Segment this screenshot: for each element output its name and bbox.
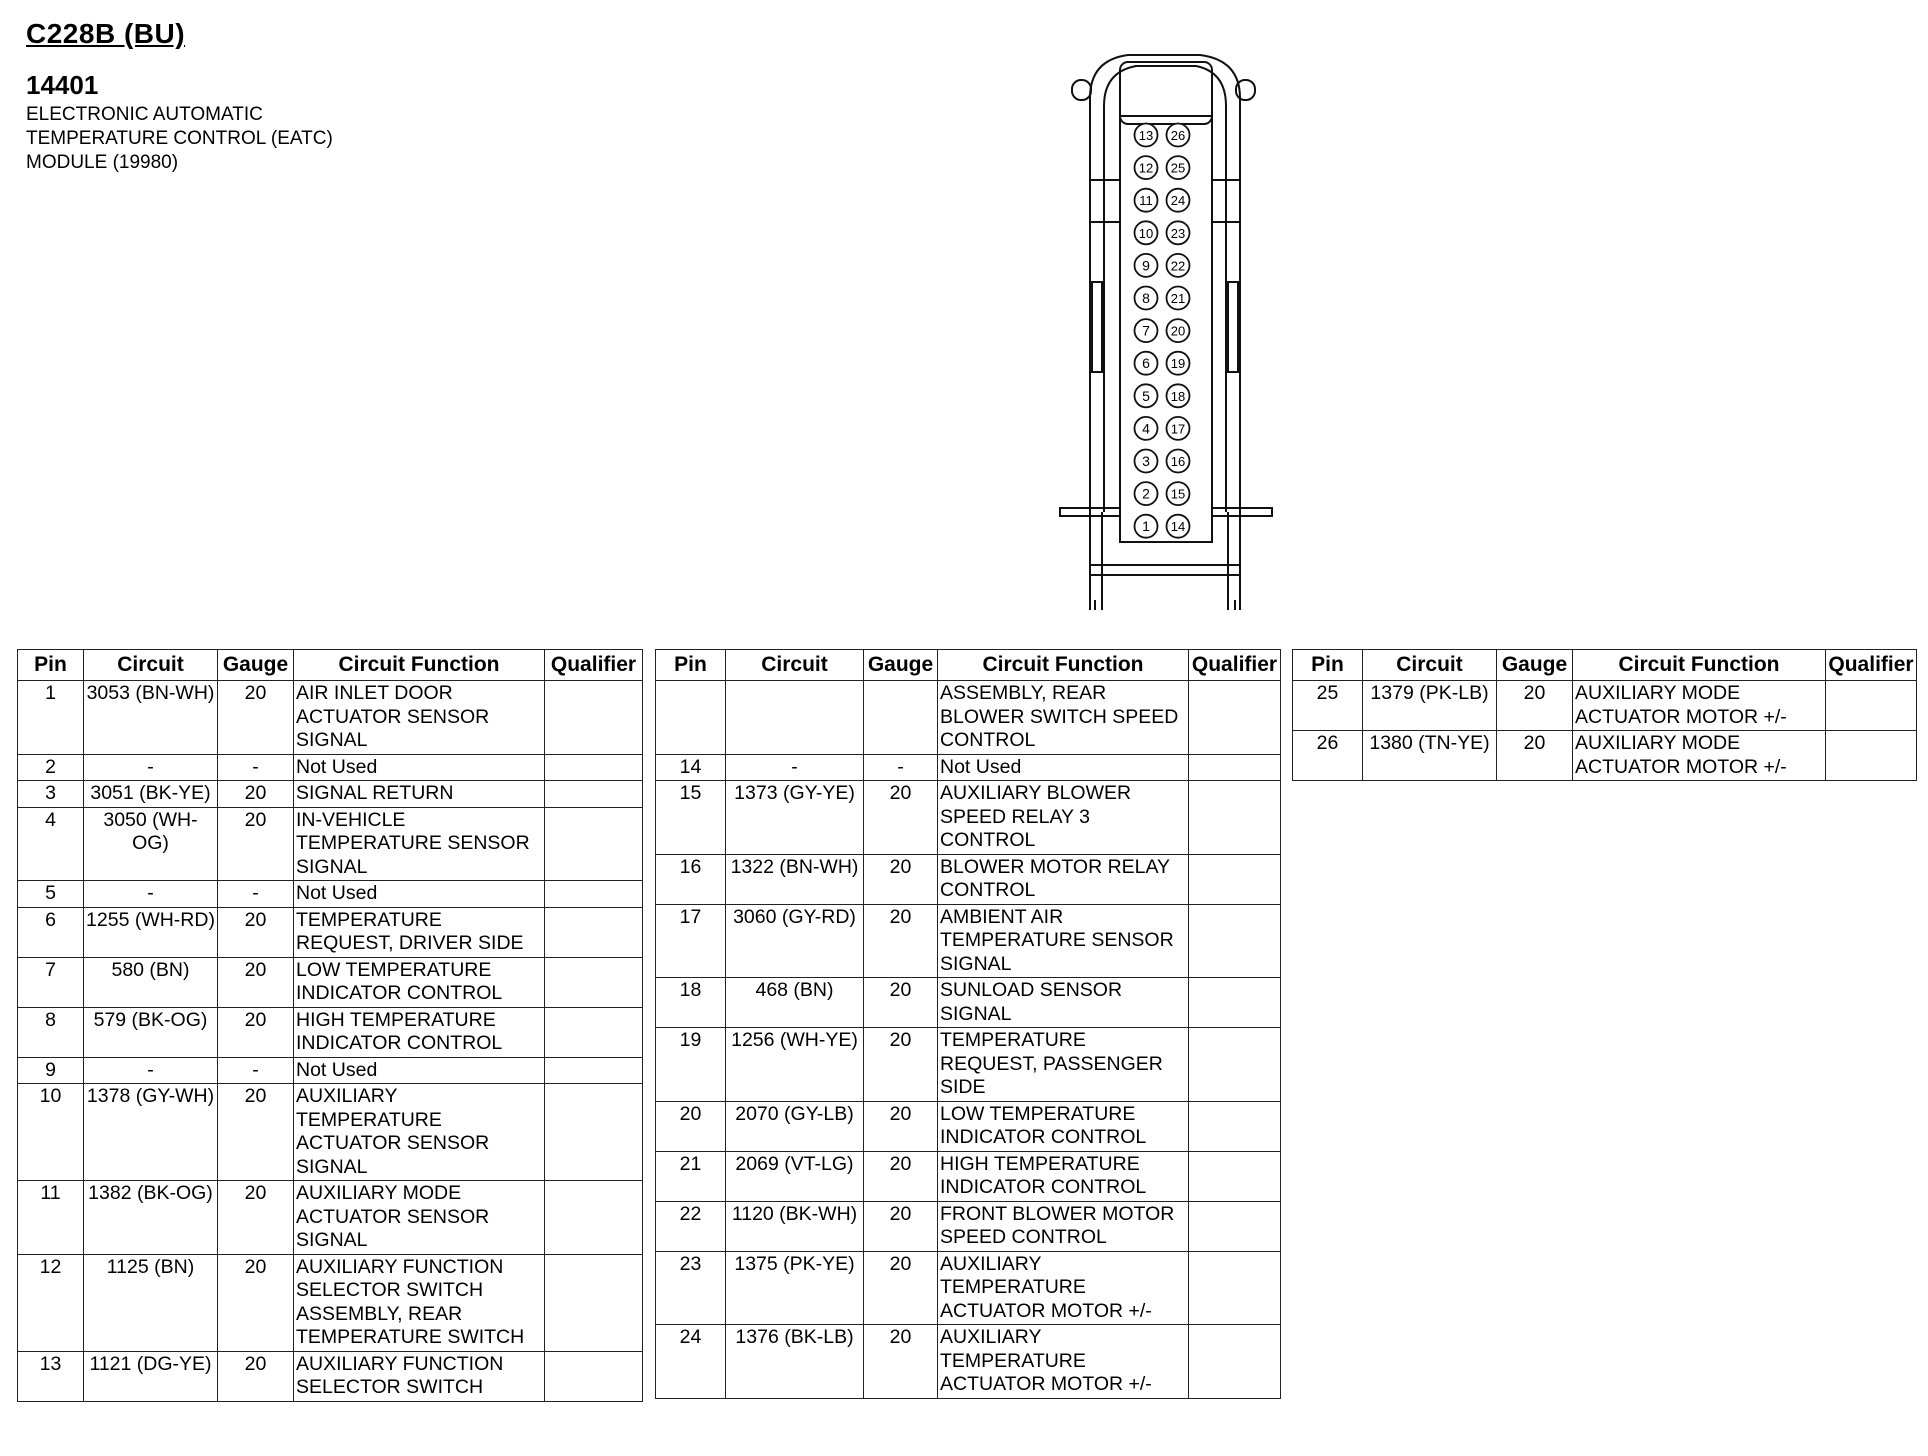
pin-cell: 1 xyxy=(18,681,84,755)
gauge-cell: 20 xyxy=(218,681,294,755)
gauge-cell: 20 xyxy=(864,1251,938,1325)
qualifier-cell xyxy=(1189,1151,1281,1201)
circuit-function-cell: Not Used xyxy=(294,881,545,908)
column-header-gauge: Gauge xyxy=(218,650,294,681)
qualifier-cell xyxy=(545,1351,643,1401)
circuit-function-cell: AUXILIARY MODE ACTUATOR SENSOR SIGNAL xyxy=(294,1181,545,1255)
table-row xyxy=(656,754,1281,781)
pin-number-label: 3 xyxy=(1142,453,1150,469)
column-header-function: Circuit Function xyxy=(1573,650,1826,681)
gauge-cell: 20 xyxy=(218,781,294,808)
connector-bottom-clip xyxy=(1090,512,1240,610)
gauge-cell: 20 xyxy=(864,1151,938,1201)
circuit-function-cell: AUXILIARY FUNCTION SELECTOR SWITCH ASSEMBLY, REAR TEMPERATURE SWITCH xyxy=(294,1254,545,1351)
pin-cell: 15 xyxy=(656,781,726,855)
table-row xyxy=(18,907,643,957)
table-row xyxy=(656,904,1281,978)
qualifier-cell xyxy=(1189,978,1281,1028)
circuit-function-cell: TEMPERATURE REQUEST, PASSENGER SIDE xyxy=(938,1028,1189,1102)
pin-number-label: 2 xyxy=(1142,485,1150,502)
pin-number-label: 24 xyxy=(1170,193,1186,209)
pin-cell: 9 xyxy=(18,1057,84,1084)
circuit-function-cell: AUXILIARY BLOWER SPEED RELAY 3 CONTROL xyxy=(938,781,1189,855)
connector-pin xyxy=(1167,124,1190,147)
table-row xyxy=(656,854,1281,904)
module-description xyxy=(26,103,333,175)
table-row xyxy=(18,1254,643,1351)
qualifier-cell xyxy=(545,1254,643,1351)
circuit-cell: 1120 (BK-WH) xyxy=(726,1201,864,1251)
connector-pin xyxy=(1135,482,1158,505)
circuit-cell: - xyxy=(84,881,218,908)
gauge-cell: 20 xyxy=(864,1101,938,1151)
circuit-function-cell: ASSEMBLY, REAR BLOWER SWITCH SPEED CONTROL xyxy=(938,681,1189,755)
circuit-function-cell: AIR INLET DOOR ACTUATOR SENSOR SIGNAL xyxy=(294,681,545,755)
pin-cell: 18 xyxy=(656,978,726,1028)
circuit-function-cell: Not Used xyxy=(938,754,1189,781)
gauge-cell xyxy=(864,681,938,755)
column-header-circuit: Circuit xyxy=(726,650,864,681)
gauge-cell: 20 xyxy=(218,957,294,1007)
pin-cell: 6 xyxy=(18,907,84,957)
description-line: MODULE (19980) xyxy=(26,152,179,173)
pin-cell: 22 xyxy=(656,1201,726,1251)
circuit-cell: 2070 (GY-LB) xyxy=(726,1101,864,1151)
pin-cell: 24 xyxy=(656,1325,726,1399)
connector-pin xyxy=(1135,515,1158,538)
pin-cell: 14 xyxy=(656,754,726,781)
qualifier-cell xyxy=(545,1007,643,1057)
connector-pin xyxy=(1167,221,1190,244)
gauge-cell: 20 xyxy=(218,907,294,957)
pin-cell: 17 xyxy=(656,904,726,978)
column-header-pin: Pin xyxy=(656,650,726,681)
description-line: ELECTRONIC AUTOMATIC xyxy=(26,104,263,125)
circuit-function-cell: Not Used xyxy=(294,1057,545,1084)
pin-cell: 4 xyxy=(18,807,84,881)
pin-number-label: 1 xyxy=(1142,518,1150,535)
pin-number-label: 14 xyxy=(1170,519,1186,535)
pin-cell: 2 xyxy=(18,754,84,781)
circuit-function-cell: HIGH TEMPERATURE INDICATOR CONTROL xyxy=(938,1151,1189,1201)
qualifier-cell xyxy=(1189,854,1281,904)
pin-number-label: 25 xyxy=(1170,160,1186,176)
table-row xyxy=(18,754,643,781)
pin-number-label: 5 xyxy=(1142,387,1150,404)
gauge-cell: 20 xyxy=(864,781,938,855)
circuit-function-cell: FRONT BLOWER MOTOR SPEED CONTROL xyxy=(938,1201,1189,1251)
table-row xyxy=(18,1084,643,1181)
gauge-cell: 20 xyxy=(864,1028,938,1102)
pin-number-label: 16 xyxy=(1170,454,1186,469)
gauge-cell: - xyxy=(864,754,938,781)
table-row xyxy=(656,1201,1281,1251)
table-row xyxy=(18,781,643,808)
qualifier-cell xyxy=(1189,681,1281,755)
pin-cell: 19 xyxy=(656,1028,726,1102)
gauge-cell: 20 xyxy=(218,1351,294,1401)
circuit-cell: 1255 (WH-RD) xyxy=(84,907,218,957)
connector-pin xyxy=(1167,287,1190,310)
table-row xyxy=(18,807,643,881)
qualifier-cell xyxy=(545,1057,643,1084)
circuit-cell: 580 (BN) xyxy=(84,957,218,1007)
column-header-pin: Pin xyxy=(18,650,84,681)
qualifier-cell xyxy=(1189,781,1281,855)
gauge-cell: - xyxy=(218,1057,294,1084)
table-row xyxy=(18,957,643,1007)
qualifier-cell xyxy=(545,1181,643,1255)
qualifier-cell xyxy=(1189,1101,1281,1151)
circuit-cell: 3050 (WH-OG) xyxy=(84,807,218,881)
qualifier-cell xyxy=(1189,1251,1281,1325)
circuit-cell: 1378 (GY-WH) xyxy=(84,1084,218,1181)
column-header-qualifier: Qualifier xyxy=(1189,650,1281,681)
connector-pin xyxy=(1135,189,1158,212)
column-header-gauge: Gauge xyxy=(864,650,938,681)
circuit-function-cell: AUXILIARY TEMPERATURE ACTUATOR SENSOR SIGNAL xyxy=(294,1084,545,1181)
circuit-cell: 1322 (BN-WH) xyxy=(726,854,864,904)
column-header-qualifier: Qualifier xyxy=(1826,650,1917,681)
column-header-function: Circuit Function xyxy=(294,650,545,681)
circuit-function-cell: BLOWER MOTOR RELAY CONTROL xyxy=(938,854,1189,904)
pin-cell: 8 xyxy=(18,1007,84,1057)
circuit-cell: - xyxy=(84,754,218,781)
pin-number-label: 12 xyxy=(1138,160,1154,176)
document-header xyxy=(26,18,333,175)
table-row xyxy=(656,681,1281,755)
qualifier-cell xyxy=(1826,681,1917,731)
pin-cell: 25 xyxy=(1293,681,1363,731)
gauge-cell: 20 xyxy=(218,807,294,881)
circuit-function-cell: HIGH TEMPERATURE INDICATOR CONTROL xyxy=(294,1007,545,1057)
connector-pin xyxy=(1167,156,1190,179)
pin-number-label: 23 xyxy=(1170,225,1186,241)
circuit-function-cell: AMBIENT AIR TEMPERATURE SENSOR SIGNAL xyxy=(938,904,1189,978)
column-header-pin: Pin xyxy=(1293,650,1363,681)
circuit-function-cell: SUNLOAD SENSOR SIGNAL xyxy=(938,978,1189,1028)
connector-pin xyxy=(1167,352,1190,375)
qualifier-cell xyxy=(1189,904,1281,978)
circuit-cell: 1376 (BK-LB) xyxy=(726,1325,864,1399)
circuit-cell: 1121 (DG-YE) xyxy=(84,1351,218,1401)
table-row xyxy=(18,1181,643,1255)
circuit-function-cell: AUXILIARY TEMPERATURE ACTUATOR MOTOR +/- xyxy=(938,1325,1189,1399)
circuit-cell: 1380 (TN-YE) xyxy=(1363,731,1497,781)
connector-pin xyxy=(1135,450,1158,473)
circuit-cell: 3060 (GY-RD) xyxy=(726,904,864,978)
qualifier-cell xyxy=(1826,731,1917,781)
qualifier-cell xyxy=(545,781,643,808)
table-row xyxy=(18,881,643,908)
connector-pin xyxy=(1135,352,1158,375)
gauge-cell: - xyxy=(218,881,294,908)
qualifier-cell xyxy=(1189,1028,1281,1102)
column-header-circuit: Circuit xyxy=(1363,650,1497,681)
pin-cell xyxy=(656,681,726,755)
gauge-cell: 20 xyxy=(864,854,938,904)
qualifier-cell xyxy=(545,681,643,755)
circuit-cell: 3051 (BK-YE) xyxy=(84,781,218,808)
pin-cell: 13 xyxy=(18,1351,84,1401)
connector-pin xyxy=(1167,319,1190,342)
pin-cell: 5 xyxy=(18,881,84,908)
connector-pin xyxy=(1167,384,1190,407)
pinout-table-2 xyxy=(655,649,1281,1399)
connector-lock-tab xyxy=(1212,508,1272,516)
circuit-function-cell: AUXILIARY MODE ACTUATOR MOTOR +/- xyxy=(1573,731,1826,781)
pin-number-label: 9 xyxy=(1142,257,1150,274)
table-row xyxy=(18,1351,643,1401)
circuit-function-cell: AUXILIARY TEMPERATURE ACTUATOR MOTOR +/- xyxy=(938,1251,1189,1325)
pin-cell: 7 xyxy=(18,957,84,1007)
pin-number-label: 11 xyxy=(1139,193,1153,209)
qualifier-cell xyxy=(1189,1325,1281,1399)
pinout-table-1 xyxy=(17,649,643,1402)
gauge-cell: 20 xyxy=(864,904,938,978)
circuit-function-cell: LOW TEMPERATURE INDICATOR CONTROL xyxy=(938,1101,1189,1151)
circuit-function-cell: AUXILIARY FUNCTION SELECTOR SWITCH xyxy=(294,1351,545,1401)
qualifier-cell xyxy=(545,754,643,781)
connector-pin xyxy=(1135,417,1158,440)
circuit-cell xyxy=(726,681,864,755)
pin-cell: 10 xyxy=(18,1084,84,1181)
circuit-function-cell: Not Used xyxy=(294,754,545,781)
pinout-table-3 xyxy=(1292,649,1917,781)
column-header-circuit: Circuit xyxy=(84,650,218,681)
connector-id: C228B (BU) xyxy=(26,18,186,49)
qualifier-cell xyxy=(545,957,643,1007)
connector-pin xyxy=(1135,287,1158,310)
table-row xyxy=(656,978,1281,1028)
pin-number-label: 15 xyxy=(1170,486,1186,502)
qualifier-cell xyxy=(1189,754,1281,781)
table-row xyxy=(18,1057,643,1084)
table-row xyxy=(656,1101,1281,1151)
connector-left-latch xyxy=(1072,80,1091,100)
gauge-cell: 20 xyxy=(864,978,938,1028)
pin-number-label: 6 xyxy=(1142,355,1150,372)
pin-number-label: 10 xyxy=(1138,225,1154,241)
circuit-cell: 1382 (BK-OG) xyxy=(84,1181,218,1255)
qualifier-cell xyxy=(545,881,643,908)
table-header-row xyxy=(18,650,643,681)
gauge-cell: 20 xyxy=(218,1254,294,1351)
gauge-cell: 20 xyxy=(864,1201,938,1251)
circuit-cell: 3053 (BN-WH) xyxy=(84,681,218,755)
circuit-cell: 1379 (PK-LB) xyxy=(1363,681,1497,731)
gauge-cell: 20 xyxy=(218,1007,294,1057)
pin-number-label: 7 xyxy=(1142,322,1150,339)
connector-pin xyxy=(1135,221,1158,244)
pin-number-label: 20 xyxy=(1170,323,1186,339)
connector-inner-shell xyxy=(1104,66,1226,512)
connector-face-diagram xyxy=(1050,50,1280,620)
pin-number-label: 8 xyxy=(1142,290,1150,306)
table-row xyxy=(656,1251,1281,1325)
pin-cell: 11 xyxy=(18,1181,84,1255)
gauge-cell: 20 xyxy=(1497,731,1573,781)
gauge-cell: 20 xyxy=(218,1181,294,1255)
connector-pin xyxy=(1135,124,1158,147)
pin-number-label: 18 xyxy=(1170,388,1186,404)
circuit-function-cell: SIGNAL RETURN xyxy=(294,781,545,808)
gauge-cell: 20 xyxy=(1497,681,1573,731)
gauge-cell: 20 xyxy=(218,1084,294,1181)
connector-pin xyxy=(1167,482,1190,505)
pin-number-label: 19 xyxy=(1170,356,1186,372)
pin-number-label: 22 xyxy=(1170,258,1186,274)
table-row xyxy=(656,1151,1281,1201)
connector-pin xyxy=(1167,450,1190,473)
table-header-row xyxy=(656,650,1281,681)
connector-pin xyxy=(1167,254,1190,277)
pin-number-label: 26 xyxy=(1170,128,1186,143)
column-header-function: Circuit Function xyxy=(938,650,1189,681)
connector-pin xyxy=(1167,417,1190,440)
qualifier-cell xyxy=(545,1084,643,1181)
table-row xyxy=(656,781,1281,855)
connector-pin xyxy=(1135,384,1158,407)
circuit-cell: - xyxy=(84,1057,218,1084)
pin-number-label: 4 xyxy=(1142,420,1150,437)
connector-top-key xyxy=(1120,62,1212,124)
circuit-cell: 1373 (GY-YE) xyxy=(726,781,864,855)
pin-number-label: 17 xyxy=(1170,421,1186,437)
part-number: 14401 xyxy=(26,70,99,100)
pin-cell: 23 xyxy=(656,1251,726,1325)
circuit-cell: 468 (BN) xyxy=(726,978,864,1028)
pin-cell: 12 xyxy=(18,1254,84,1351)
connector-pin xyxy=(1135,156,1158,179)
pin-cell: 16 xyxy=(656,854,726,904)
connector-pin xyxy=(1167,515,1190,538)
table-row xyxy=(18,1007,643,1057)
circuit-function-cell: TEMPERATURE REQUEST, DRIVER SIDE xyxy=(294,907,545,957)
description-line: TEMPERATURE CONTROL (EATC) xyxy=(26,128,333,149)
circuit-function-cell: IN-VEHICLE TEMPERATURE SENSOR SIGNAL xyxy=(294,807,545,881)
connector-side-rib xyxy=(1092,282,1102,372)
table-row xyxy=(656,1028,1281,1102)
pin-number-label: 21 xyxy=(1170,291,1186,306)
gauge-cell: - xyxy=(218,754,294,781)
circuit-function-cell: LOW TEMPERATURE INDICATOR CONTROL xyxy=(294,957,545,1007)
circuit-cell: 1125 (BN) xyxy=(84,1254,218,1351)
connector-pin xyxy=(1135,254,1158,277)
table-row xyxy=(1293,731,1917,781)
connector-pin xyxy=(1135,319,1158,342)
table-row xyxy=(18,681,643,755)
qualifier-cell xyxy=(545,907,643,957)
column-header-qualifier: Qualifier xyxy=(545,650,643,681)
qualifier-cell xyxy=(545,807,643,881)
circuit-cell: 1375 (PK-YE) xyxy=(726,1251,864,1325)
gauge-cell: 20 xyxy=(864,1325,938,1399)
pin-cell: 3 xyxy=(18,781,84,808)
connector-pin xyxy=(1167,189,1190,212)
circuit-function-cell: AUXILIARY MODE ACTUATOR MOTOR +/- xyxy=(1573,681,1826,731)
circuit-cell: 1256 (WH-YE) xyxy=(726,1028,864,1102)
pin-number-label: 13 xyxy=(1138,128,1154,143)
pin-cell: 20 xyxy=(656,1101,726,1151)
connector-side-rib xyxy=(1228,282,1238,372)
circuit-cell: 2069 (VT-LG) xyxy=(726,1151,864,1201)
circuit-cell: - xyxy=(726,754,864,781)
pin-cell: 21 xyxy=(656,1151,726,1201)
circuit-cell: 579 (BK-OG) xyxy=(84,1007,218,1057)
column-header-gauge: Gauge xyxy=(1497,650,1573,681)
qualifier-cell xyxy=(1189,1201,1281,1251)
table-row xyxy=(1293,681,1917,731)
table-header-row xyxy=(1293,650,1917,681)
pin-cell: 26 xyxy=(1293,731,1363,781)
table-row xyxy=(656,1325,1281,1399)
